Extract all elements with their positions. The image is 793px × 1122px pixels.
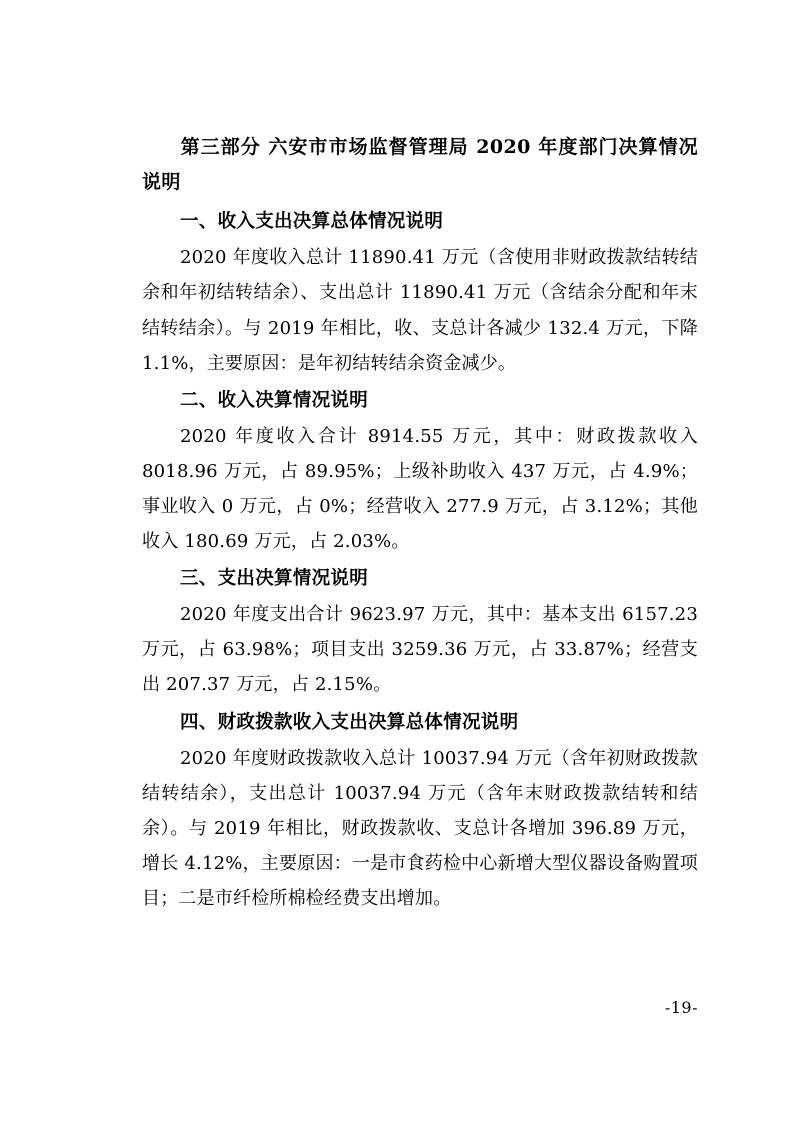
section-heading-2: 二、收入决算情况说明: [180, 389, 369, 411]
section-paragraph-2: 2020 年度收入合计 8914.55 万元，其中：财政拨款收入 8018.96 万元，占 89.95%；上级补助收入 437 万元，占 4.9%；事业收入 0 万元，占 0%；经营收入 277.9 万元，占 3.12%；其他收入 180.69 万元，占 2.03%。: [142, 425, 698, 553]
section-paragraph-3: 2020 年度支出合计 9623.97 万元，其中：基本支出 6157.23 万元，占 63.98%；项目支出 3259.36 万元，占 33.87%；经营支出 207.37 万元，占 2.15%。: [142, 604, 698, 696]
section-paragraph-1: 2020 年度收入总计 11890.41 万元（含使用非财政拨款结转结余和年初结转结余）、支出总计 11890.41 万元（含结余分配和年末结转结余）。与 2019 年相比，收、支总计各减少 132.4 万元，下降 1.1%，主要原因：是年初结转结余资金减少。: [142, 247, 698, 374]
page-title-text: 第三部分 六安市市场监督管理局 2020 年度部门决算情况说明: [142, 136, 698, 194]
page-title: [142, 130, 698, 200]
section-heading-3: 三、支出决算情况说明: [180, 568, 369, 590]
section-heading-1: 一、收入支出决算总体情况说明: [180, 211, 444, 233]
page-number: -19-: [664, 998, 698, 1017]
section-heading-4: 四、财政拨款收入支出决算总体情况说明: [180, 711, 519, 733]
section-paragraph-4: 2020 年度财政拨款收入总计 10037.94 万元（含年初财政拨款结转结余），支出总计 10037.94 万元（含年末财政拨款结转和结余）。与 2019 年相比，财政拨款收、支总计各增加 396.89 万元，增长 4.12%，主要原因：一是市食药检中心新增大型仪器设备购置项目；二是市纤检所棉检经费支出增加。: [142, 747, 698, 909]
